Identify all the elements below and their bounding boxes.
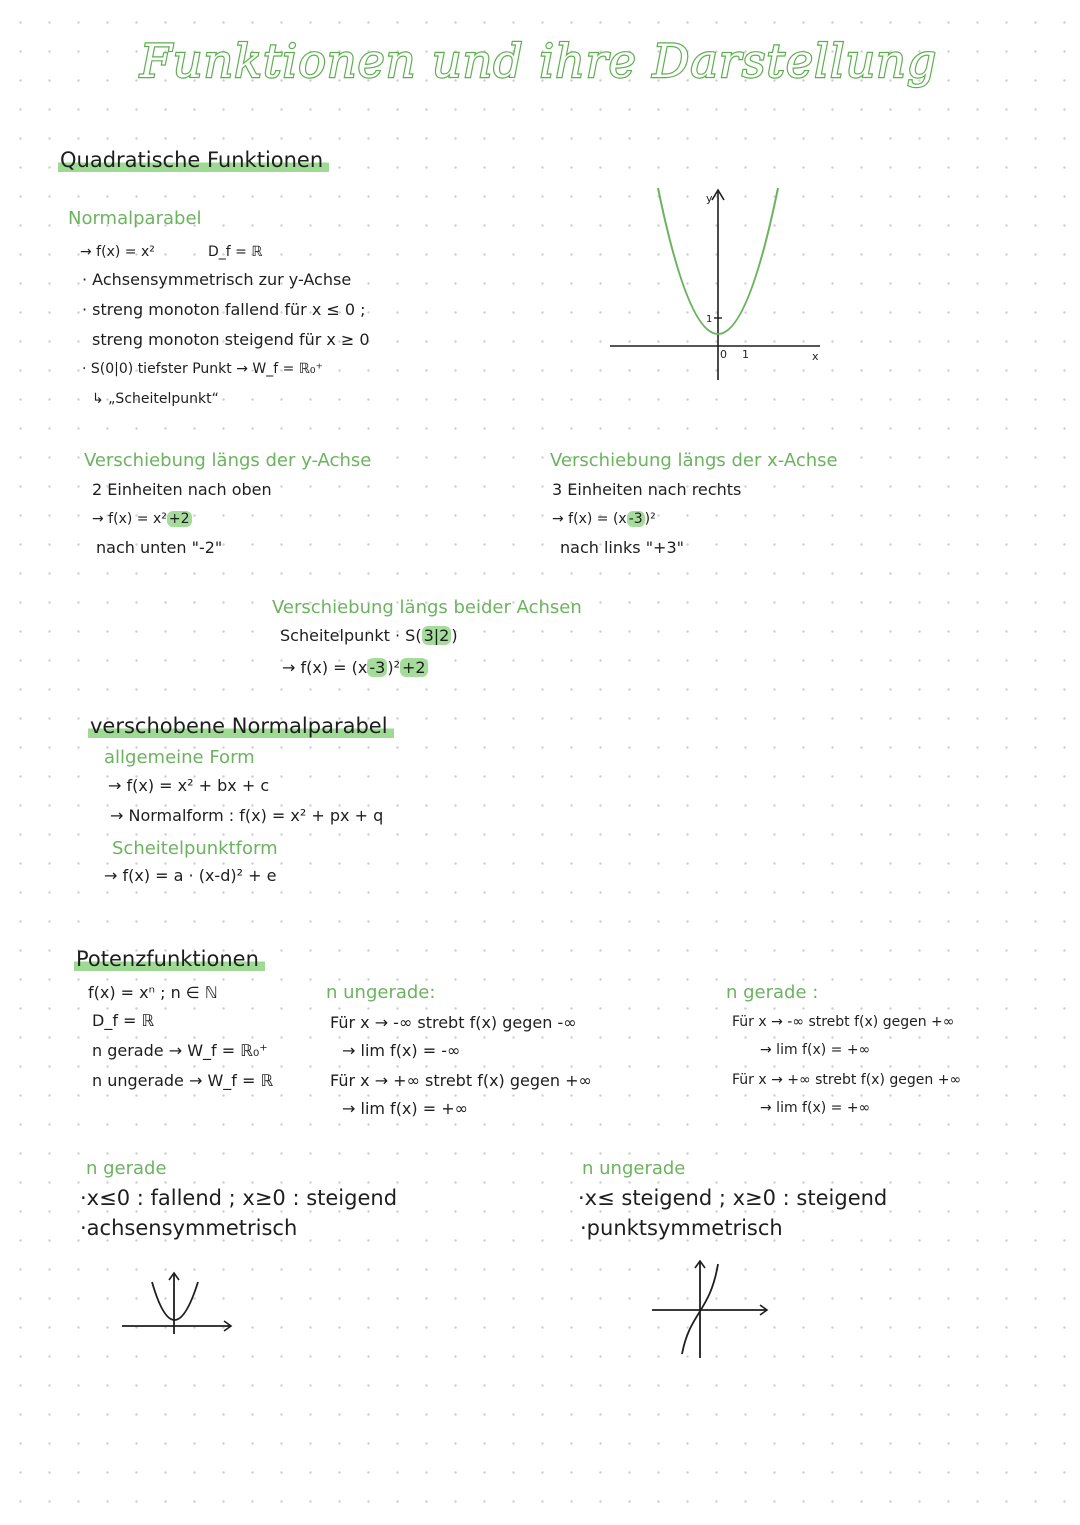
section-heading-quadratic: Quadratische Funktionen xyxy=(58,148,329,172)
even-limits-line3: Für x → +∞ strebt f(x) gegen +∞ xyxy=(732,1072,962,1088)
odd-heading: n ungerade xyxy=(582,1158,686,1179)
normalparabel-vertex: · S(0|0) tiefster Punkt → W_f = ℝ₀⁺ xyxy=(82,361,323,377)
shift-both-highlight-x: -3 xyxy=(369,658,386,677)
vertex-form-heading: Scheitelpunktform xyxy=(112,838,278,859)
shift-y-line3: nach unten "-2" xyxy=(96,538,223,557)
even-curve xyxy=(152,1282,198,1320)
even-monotony: ·x≤0 : fallend ; x≥0 : steigend xyxy=(80,1186,398,1210)
page-title: Funktionen und ihre Darstellung xyxy=(140,34,938,88)
x-axis-label: x xyxy=(812,350,819,363)
y-axis-label: y xyxy=(706,192,713,205)
shift-y-line2 xyxy=(92,512,192,526)
y-tick-label: 1 xyxy=(706,314,713,325)
normalparabel-domain: D_f = ℝ xyxy=(208,244,263,260)
section-heading-power: Potenzfunktionen xyxy=(74,947,265,971)
shift-both-function xyxy=(282,660,428,676)
even-heading: n gerade xyxy=(86,1158,167,1179)
power-domain: D_f = ℝ xyxy=(92,1011,155,1030)
shift-x-line1: 3 Einheiten nach rechts xyxy=(552,480,742,499)
normalparabel-symmetry: · Achsensymmetrisch zur y-Achse xyxy=(82,270,352,289)
normalparabel-function: → f(x) = x² xyxy=(80,244,155,260)
normalparabel-heading: Normalparabel xyxy=(68,208,202,229)
even-limits-line2: → lim f(x) = +∞ xyxy=(760,1042,871,1058)
odd-limits-line3: Für x → +∞ strebt f(x) gegen +∞ xyxy=(330,1071,592,1090)
shift-x-line2 xyxy=(552,512,656,526)
power-range-even: n gerade → W_f = ℝ₀⁺ xyxy=(92,1041,268,1060)
shift-x-line3: nach links "+3" xyxy=(560,538,684,557)
normalparabel-graph xyxy=(600,180,840,390)
odd-power-sketch-graph xyxy=(648,1254,778,1364)
power-range-odd: n ungerade → W_f = ℝ xyxy=(92,1071,274,1090)
normalparabel-scheitelpunkt: ↳ „Scheitelpunkt“ xyxy=(92,391,219,407)
shift-x-heading: Verschiebung längs der x-Achse xyxy=(550,450,838,471)
shift-x-func: → f(x) = (x xyxy=(552,511,627,527)
odd-limits-line1: Für x → -∞ strebt f(x) gegen -∞ xyxy=(330,1013,577,1032)
shift-both-func: → f(x) = (x xyxy=(282,658,368,677)
even-limits-line4: → lim f(x) = +∞ xyxy=(760,1100,871,1116)
x-tick-label: 1 xyxy=(742,348,749,361)
shift-y-line1: 2 Einheiten nach oben xyxy=(92,480,272,499)
power-definition: f(x) = xⁿ ; n ∈ ℕ xyxy=(88,983,218,1002)
shift-x-func-end: )² xyxy=(644,511,656,527)
general-form-heading: allgemeine Form xyxy=(104,747,255,768)
even-limits-line1: Für x → -∞ strebt f(x) gegen +∞ xyxy=(732,1014,955,1030)
odd-limits-heading: n ungerade: xyxy=(326,982,436,1003)
shift-y-highlight: +2 xyxy=(168,511,190,527)
shift-x-highlight: -3 xyxy=(628,511,643,527)
even-limits-heading: n gerade : xyxy=(726,982,819,1003)
shift-both-vertex-label: Scheitelpunkt · S( xyxy=(280,626,422,645)
shift-both-heading: Verschiebung längs beider Achsen xyxy=(272,597,582,618)
odd-monotony: ·x≤ steigend ; x≥0 : steigend xyxy=(578,1186,888,1210)
normalparabel-increasing: streng monoton steigend für x ≥ 0 xyxy=(92,330,370,349)
normal-form-line: → Normalform : f(x) = x² + px + q xyxy=(110,806,384,825)
shift-y-heading: Verschiebung längs der y-Achse xyxy=(84,450,372,471)
shift-y-func: → f(x) = x² xyxy=(92,511,167,527)
shift-both-highlight-y: +2 xyxy=(401,658,426,677)
shift-both-vertex-end: ) xyxy=(451,626,458,645)
general-form-line: → f(x) = x² + bx + c xyxy=(108,776,270,795)
origin-label: 0 xyxy=(720,348,727,361)
even-power-sketch xyxy=(118,1268,238,1338)
even-symmetry: ·achsensymmetrisch xyxy=(80,1216,298,1240)
odd-limits-line2: → lim f(x) = -∞ xyxy=(342,1041,461,1060)
shift-both-func-mid: )² xyxy=(387,658,400,677)
shift-both-vertex xyxy=(280,628,458,644)
odd-limits-line4: → lim f(x) = +∞ xyxy=(342,1099,468,1118)
normalparabel-decreasing: · streng monoton fallend für x ≤ 0 ; xyxy=(82,300,366,319)
section-heading-shifted-parabola: verschobene Normalparabel xyxy=(88,714,394,738)
vertex-form-line: → f(x) = a · (x-d)² + e xyxy=(104,866,277,885)
shift-both-vertex-highlight: 3|2 xyxy=(423,626,450,645)
odd-symmetry: ·punktsymmetrisch xyxy=(580,1216,783,1240)
